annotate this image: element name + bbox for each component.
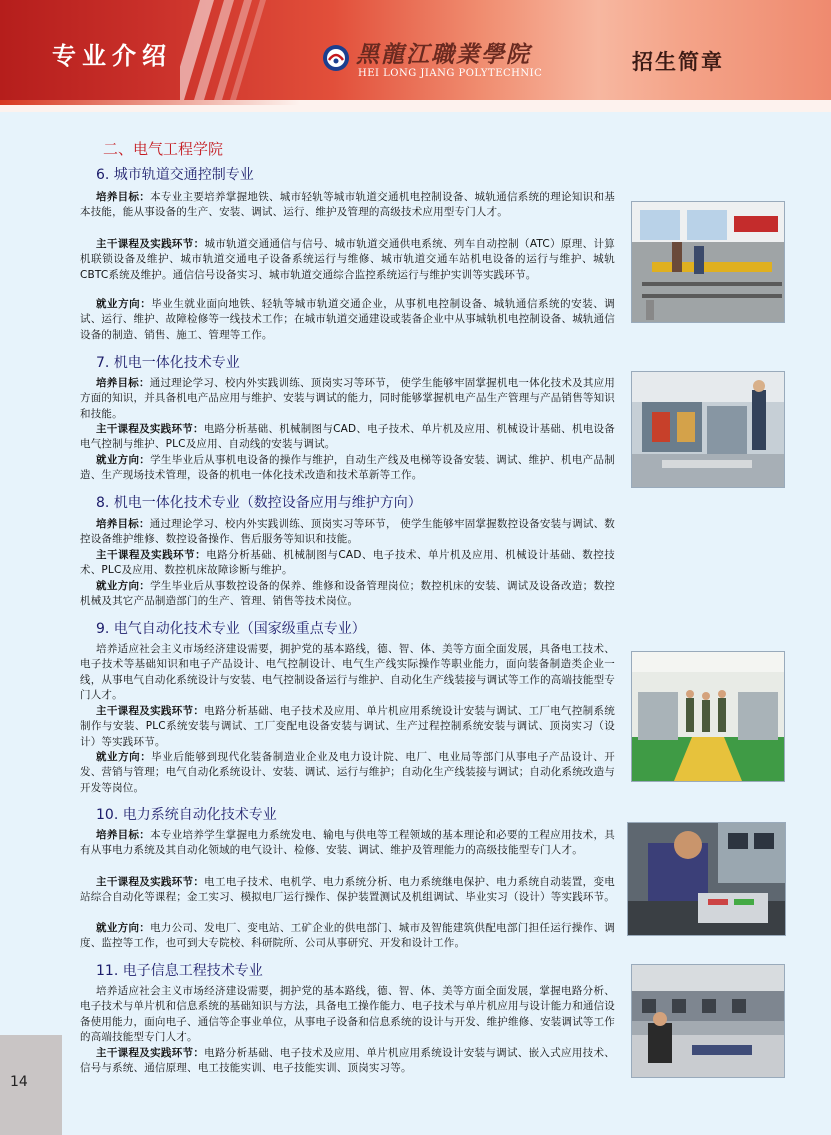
paragraph-label: 就业方向： — [96, 298, 152, 310]
paragraph-text: 学生毕业后从事数控设备的保养、维修和设备管理岗位；数控机床的安装、调试及设备改造；数控机械及其它产品制造部门的生产、管理、销售等技术岗位。 — [80, 580, 615, 608]
paragraph-label: 就业方向： — [96, 580, 151, 592]
major-paragraph — [80, 376, 615, 422]
school-name-en: HEI LONG JIANG POLYTECHNIC — [358, 68, 543, 79]
major-title: 8. 机电一体化技术专业（数控设备应用与维护方向） — [96, 495, 422, 511]
paragraph-text: 毕业后能够到现代化装备制造业企业及电力设计院、电厂、电业局等部门从事电子产品设计、开发、营销与管理；电气自动化系统设计、安装、调试、运行与维护；自动化生产线装接与调试；自动化系统改造与开发等岗位。 — [80, 751, 615, 794]
major-paragraph — [80, 237, 615, 283]
major-paragraph — [80, 642, 615, 704]
major-paragraph — [80, 422, 615, 453]
rail-transit-lab-photo — [631, 201, 785, 323]
major-title: 6. 城市轨道交通控制专业 — [96, 167, 254, 183]
paragraph-text: 培养适应社会主义市场经济建设需要，拥护党的基本路线，德、智、体、美等方面全面发展，具备电工技术、电子技术等基础知识和电子产品设计、电气控制设计、电气生产线实际操作等职业能力，面向装备制造类企业一线，从事电气自动化系统设计与安装、电气控制设备运行与维护、自动化生产线装接与调试等工作的高端技能型专门人才。 — [80, 643, 615, 702]
college-title: 二、电气工程学院 — [103, 140, 224, 158]
paragraph-label: 培养目标： — [96, 377, 150, 389]
paragraph-text: 电路分析基础、电子技术及应用、单片机应用系统设计安装与调试、嵌入式应用技术、信号与系统、通信原理、电工技能实训、电子技能实训、顶岗实习等。 — [80, 1047, 615, 1075]
paragraph-label: 主干课程及实践环节： — [96, 549, 207, 561]
major-paragraph — [80, 517, 615, 548]
paragraph-text: 电工电子技术、电机学、电力系统分析、电力系统继电保护、电力系统自动装置，变电站综合自动化等课程；金工实习、模拟电厂运行操作、保护装置测试及机组调试、毕业实习（设计）等实践环节。 — [80, 876, 615, 904]
paragraph-text: 通过理论学习、校内外实践训练、顶岗实习等环节， 使学生能够牢固掌握数控设备安装与调试、数控设备维护维修、数控设备操作、售后服务等知识和技能。 — [80, 518, 616, 546]
brochure-label: 招生简章 — [632, 50, 724, 74]
section-title: 专业介绍 — [52, 42, 172, 70]
paragraph-text: 培养适应社会主义市场经济建设需要，拥护党的基本路线，德、智、体、美等方面全面发展，掌握电路分析、电子技术与单片机和信息系统的基础知识与方法，具备电工操作能力、电子技术与单片机应用与设计能力和通信设备使用能力，面向电子、通信等企事业单位，从事电子设备和信息系统的设计与开发、维护维修、安装调试等工作的高端技能型专门人才。 — [80, 985, 615, 1044]
paragraph-label: 培养目标： — [96, 191, 151, 203]
major-paragraph — [80, 1046, 615, 1077]
major-paragraph — [80, 297, 615, 343]
paragraph-text: 本专业培养学生掌握电力系统发电、输电与供电等工程领域的基本理论和必要的工程应用技术，具有从事电力系统及其自动化领域的电气设计、检修、安装、调试、维护及管理能力的高级技能型专门人才。 — [80, 829, 615, 857]
paragraph-label: 就业方向： — [96, 751, 152, 763]
paragraph-label: 主干课程及实践环节： — [96, 705, 205, 717]
major-title: 9. 电气自动化技术专业（国家级重点专业） — [96, 621, 366, 637]
major-title: 11. 电子信息工程技术专业 — [96, 963, 263, 979]
page-header — [0, 0, 831, 112]
paragraph-text: 本专业主要培养掌握地铁、城市轻轨等城市轨道交通机电控制设备、城轨通信系统的理论知识和基本技能，能从事设备的生产、安装、调试、运行、维护及管理的高级技术应用型专门人才。 — [80, 191, 615, 219]
paragraph-label: 主干课程及实践环节： — [96, 423, 204, 435]
paragraph-label: 主干课程及实践环节： — [96, 238, 205, 250]
paragraph-label: 就业方向： — [96, 454, 151, 466]
paragraph-label: 就业方向： — [96, 922, 151, 934]
school-logo-icon — [322, 44, 350, 72]
paragraph-text: 电路分析基础、机械制图与CAD、电子技术、单片机及应用、机械设计基础、数控技术、PLC及应用、数控机床故障诊断与维护。 — [80, 549, 616, 577]
header-decorative-stripes — [180, 0, 380, 100]
paragraph-text: 电路分析基础、机械制图与CAD、电子技术、单片机及应用、机械设计基础、机电设备电气控制与维护、PLC及应用、自动线的安装与调试。 — [80, 423, 615, 451]
page-number: 14 — [10, 1074, 28, 1090]
paragraph-label: 主干课程及实践环节： — [96, 876, 205, 888]
major-paragraph — [80, 579, 615, 610]
paragraph-text: 学生毕业后从事机电设备的操作与维护，自动生产线及电梯等设备安装、调试、维护、机电产品制造、生产现场技术管理，设备的机电一体化技术改造和技术革新等工作。 — [80, 454, 615, 482]
paragraph-text: 通过理论学习、校内外实践训练、顶岗实习等环节， 使学生能够牢固掌握机电一体化技术及其应用方面的知识，并具备机电产品应用与维护、安装与调试的能力，同时能够掌握机电产品生产管理与产品销售等知识和技能。 — [80, 377, 616, 420]
major-paragraph — [80, 548, 615, 579]
major-paragraph — [80, 190, 615, 221]
electrical-automation-lab-photo — [631, 651, 785, 782]
school-name-cn: 黑龍江職業學院 — [356, 41, 531, 68]
header-red-underline — [0, 100, 300, 105]
major-paragraph — [80, 453, 615, 484]
major-title: 7. 机电一体化技术专业 — [96, 355, 240, 371]
paragraph-text: 电路分析基础、电子技术及应用、单片机应用系统设计安装与调试、工厂电气控制系统制作与安装、PLC系统安装与调试、工厂变配电设备安装与调试、生产过程控制系统安装与调试、顶岗实习（设计）等实践环节。 — [80, 705, 615, 748]
major-paragraph — [80, 704, 615, 750]
major-paragraph — [80, 984, 615, 1046]
major-paragraph — [80, 750, 615, 796]
paragraph-label: 培养目标： — [96, 829, 151, 841]
paragraph-text: 城市轨道交通通信与信号、城市轨道交通供电系统、列车自动控制（ATC）原理、计算机联锁设备及维护、城市轨道交通电子设备系统运行与维修、城市轨道交通车站机电设备的运行与维护、城轨CBTC系统及维护。通信信号设备实习、城市轨道交通综合监控系统运行与维护实训等实践环节。 — [80, 238, 616, 281]
paragraph-label: 主干课程及实践环节： — [96, 1047, 205, 1059]
paragraph-label: 培养目标： — [96, 518, 150, 530]
major-paragraph — [80, 875, 615, 906]
power-system-lab-photo — [627, 822, 786, 936]
major-paragraph — [80, 921, 615, 952]
major-title: 10. 电力系统自动化技术专业 — [96, 807, 277, 823]
paragraph-text: 毕业生就业面向地铁、轻轨等城市轨道交通企业，从事机电控制设备、城轨通信系统的安装、调试、运行、维护、故障检修等一线技术工作；在城市轨道交通建设或装备企业中从事城轨机电控制设备、城轨通信设备的制造、销售、施工、管理等工作。 — [80, 298, 615, 341]
electronics-lab-photo — [631, 964, 785, 1078]
major-paragraph — [80, 828, 615, 859]
paragraph-text: 电力公司、发电厂、变电站、工矿企业的供电部门、城市及智能建筑供配电部门担任运行操作、调度、监控等工作，也可到大专院校、科研院所、公司从事研究、开发和设计工作。 — [80, 922, 615, 950]
mechatronics-lab-photo — [631, 371, 785, 488]
